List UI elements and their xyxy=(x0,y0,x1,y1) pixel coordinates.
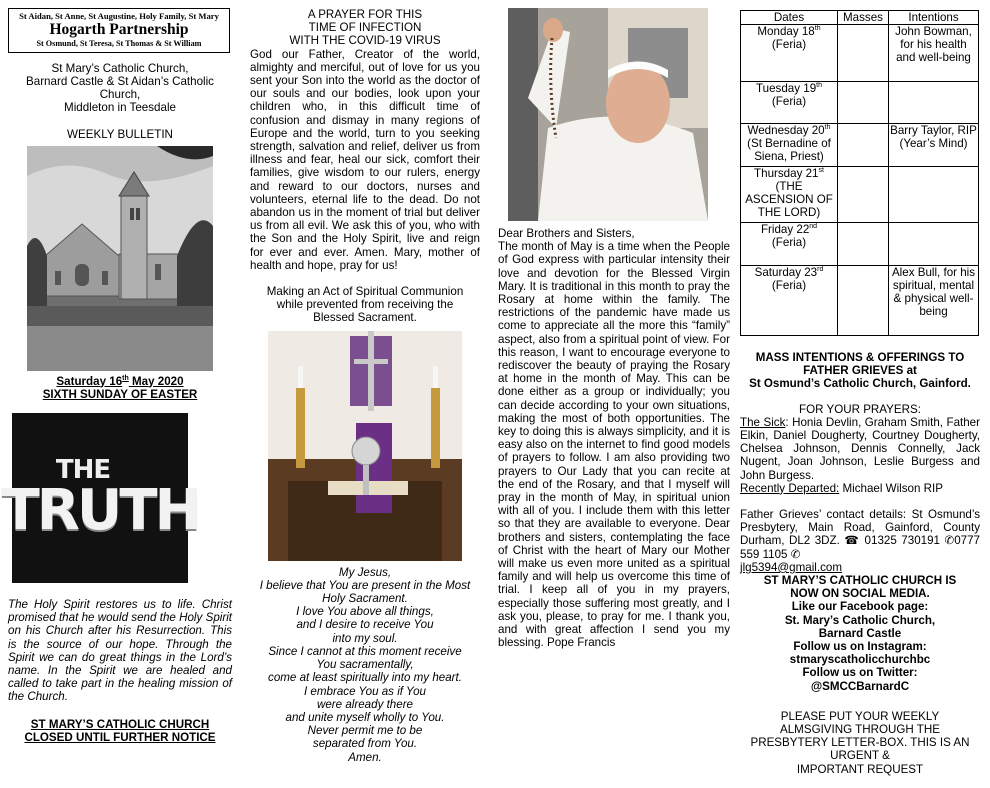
facebook-page[interactable]: Barnard Castle xyxy=(818,626,902,640)
pope-photo xyxy=(508,8,708,221)
bulletin-label: WEEKLY BULLETIN xyxy=(67,128,173,142)
day-text: Thursday 21 xyxy=(754,167,819,180)
day-text: Tuesday 19 xyxy=(756,82,817,95)
letter-greeting: Dear Brothers and Sisters, xyxy=(498,227,635,240)
prayer-title-line: TIME OF INFECTION xyxy=(308,21,422,35)
social-line: Like our Facebook page: xyxy=(791,600,929,614)
request-line: PLEASE PUT YOUR WEEKLY xyxy=(780,709,940,723)
day-suffix: rd xyxy=(817,266,824,274)
closed-notice xyxy=(8,718,232,744)
closed-notice-line: CLOSED UNTIL FURTHER NOTICE xyxy=(24,730,216,744)
column-1 xyxy=(1,0,232,744)
header-intentions: Intentions xyxy=(889,11,979,25)
church-photo xyxy=(27,146,213,371)
request-line: URGENT & xyxy=(830,749,890,763)
intention-cell: Barry Taylor, RIP (Year’s Mind) xyxy=(889,124,979,167)
table-row xyxy=(741,167,979,223)
request-line: IMPORTANT REQUEST xyxy=(796,762,924,776)
almsgiving-request xyxy=(740,710,980,776)
intention-cell: John Bowman, for his health and well-being xyxy=(889,25,979,82)
social-line: Follow us on Twitter: xyxy=(802,666,918,680)
communion-line: were already there xyxy=(316,697,414,711)
mass-cell xyxy=(838,223,889,266)
communion-line: You sacramentally, xyxy=(316,658,414,672)
intention-cell xyxy=(889,223,979,266)
mass-table-header xyxy=(741,11,979,25)
day-suffix: th xyxy=(824,124,831,132)
date-cell xyxy=(741,124,838,167)
column-2 xyxy=(250,0,480,764)
day-text: Saturday 23 xyxy=(754,266,818,279)
date-cell xyxy=(741,223,838,266)
social-media xyxy=(740,574,980,693)
communion-title-line: Blessed Sacrament. xyxy=(313,311,417,325)
social-line: Follow us on Instagram: xyxy=(793,640,927,654)
prayer-title xyxy=(250,8,480,48)
feast-text: (Feria) xyxy=(771,38,807,51)
mass-cell xyxy=(838,25,889,82)
communion-line: I believe that You are present in the Most xyxy=(259,578,471,592)
date-cell xyxy=(741,82,838,124)
table-row xyxy=(741,266,979,336)
header-dates: Dates xyxy=(741,11,838,25)
church-line: Church, xyxy=(99,87,141,101)
day-text: Friday 22 xyxy=(760,223,810,236)
intention-cell xyxy=(889,167,979,223)
sick-label: The Sick xyxy=(740,415,786,429)
contact-email[interactable]: jlg5394@gmail.com xyxy=(740,560,842,574)
communion-line: My Jesus, xyxy=(338,565,392,579)
feast-text: (Feria) xyxy=(771,236,807,249)
partnership-parishes-bottom: St Osmund, St Teresa, St Thomas & St William xyxy=(36,39,202,48)
communion-title-line: while prevented from receiving the xyxy=(276,298,454,312)
partnership-title: Hogarth Partnership xyxy=(49,21,189,38)
social-line: ST MARY’S CATHOLIC CHURCH IS xyxy=(763,574,957,588)
date-cell xyxy=(741,266,838,336)
communion-line: come at least spiritually into my heart. xyxy=(268,671,462,685)
communion-line: Holy Sacrament. xyxy=(322,592,408,606)
communion-line: into my soul. xyxy=(332,631,398,645)
communion-line: I love You above all things, xyxy=(296,605,434,619)
communion-line: Never permit me to be xyxy=(307,724,423,738)
column-4 xyxy=(740,0,980,776)
truth-graphic xyxy=(1,413,199,583)
offerings-line: St Osmund’s Catholic Church, Gainford. xyxy=(749,377,971,391)
date-cell xyxy=(741,167,838,223)
departed-label: Recently Departed: xyxy=(740,481,840,495)
mass-cell xyxy=(838,82,889,124)
intention-cell: Alex Bull, for his spiritual, mental & physical well-being xyxy=(889,266,979,336)
table-row xyxy=(741,124,979,167)
truth-line-2: TRUTH xyxy=(1,477,199,543)
date-text: Saturday 16 xyxy=(56,374,123,388)
day-suffix: th xyxy=(814,25,821,33)
prayers-title: FOR YOUR PRAYERS: xyxy=(799,402,921,416)
church-line: St Mary’s Catholic Church, xyxy=(51,61,189,75)
closed-notice-line: ST MARY’S CATHOLIC CHURCH xyxy=(30,717,210,731)
sunday-title: SIXTH SUNDAY OF EASTER xyxy=(42,387,198,401)
departed-list xyxy=(740,482,980,495)
prayer-body: God our Father, Creator of the world, almighty and merciful, out of love for us you sent your Son into the world as the doctor of our souls and our bodies, look upon your children who, in this difficult time of confusion and dismay in many regions of Europe and the world, turn to you seeking strength, salvation and relief, deliver us from illness and fear, heal our sick, comfort their families, give wisdom to our rulers, energy and reward to our doctors, nurses and volunteers, eternal life to the dead. Do not abandon us in the moment of trial but deliver us from all evil. We ask this of you, who with the Son and the Holy Spirit, live and reign for ever and ever. Amen. Mary, mother of health and hope, pray for us! xyxy=(250,47,480,272)
church-line: Middleton in Teesdale xyxy=(64,101,176,115)
prayer-title-line: A PRAYER FOR THIS xyxy=(307,8,423,21)
offerings-line: FATHER GRIEVES at xyxy=(803,364,917,378)
feast-text: (St Bernadine of Siena, Priest) xyxy=(747,137,831,163)
mass-cell xyxy=(838,124,889,167)
partnership-box xyxy=(8,8,230,53)
sick-names: : Honia Devlin, Graham Smith, Father Elkin, Daniel Dougherty, Courtney Dougherty, Chelsea Johnson, Dennis Connelly, Jack Nugent, Joan Johnson, Leslie Burgess and John Burgess. xyxy=(740,415,980,482)
communion-line: Amen. xyxy=(348,750,382,764)
mass-cell xyxy=(838,266,889,336)
communion-title xyxy=(250,285,480,325)
offerings-notice xyxy=(740,351,980,391)
communion-line: separated from You. xyxy=(312,737,418,751)
day-suffix: th xyxy=(816,82,822,90)
day-text: Monday 18 xyxy=(757,25,815,38)
date-suffix: th xyxy=(122,374,129,382)
social-line: NOW ON SOCIAL MEDIA. xyxy=(790,587,930,601)
table-row xyxy=(741,82,979,124)
church-line: Barnard Castle & St Aidan’s Catholic xyxy=(26,74,214,88)
facebook-page[interactable]: St. Mary’s Catholic Church, xyxy=(784,613,936,627)
communion-line: and unite myself wholly to You. xyxy=(285,710,445,724)
holy-spirit-text: The Holy Spirit restores us to life. Christ promised that he would send the Holy Spirit on his Church after his Resurrection. This is the source of our hope. Through the Spirit we can do great things in the Lord’s name. In the Spirit we are healed and called to take part in the healing mission of the Church. xyxy=(8,597,232,704)
contact-text: Father Grieves’ contact details: St Osmund’s Presbytery, Main Road, Gainford, County Durham, DL2 3DZ. ☎ 01325 730191 ✆0777 559 1105 ✆ xyxy=(740,508,980,561)
feast-text: (Feria) xyxy=(771,279,807,292)
column-3 xyxy=(498,0,730,650)
bulletin-date xyxy=(8,375,232,388)
letter-body: The month of May is a time when the People of God express with particular intensity their love and devotion for the Blessed Virgin Mary. It is traditional in this month to pray the Rosary at home within the family. The restrictions of the pandemic have made us come to appreciate all the more this “family” aspect, also from a spiritual point of view. For this reason, I want to encourage everyone to rediscover the beauty of praying the Rosary at home in the month of May. This can be done either as a group or individually; you can decide according to your own situations, making the most of both opportunities. The key to doing this is always simplicity, and it is easy also on the internet to find good models of prayers to follow. I am also providing two prayers to Our Lady that you can recite at the end of the Rosary, and that I myself will pray in the month of May, in spiritual union with all of you. I include them with this letter so that they are available to everyone. Dear brothers and sisters, contemplating the face of Christ with the heart of Mary our Mother will make us even more united as a spiritual family and will help us overcome this time of trial. I keep all of you in my prayers, especially those suffering most greatly, and I ask you, please, to pray for me. I thank you, and with great affection I send you my blessing. Pope Francis xyxy=(498,240,730,650)
mass-cell xyxy=(838,167,889,223)
sick-list xyxy=(740,416,980,482)
feast-text: (THE ASCENSION OF THE LORD) xyxy=(745,180,833,219)
altar-photo xyxy=(268,331,462,561)
day-text: Wednesday 20 xyxy=(747,124,825,137)
day-suffix: nd xyxy=(809,223,818,231)
communion-line: and I desire to receive You xyxy=(296,618,434,632)
table-row xyxy=(741,25,979,82)
intention-cell xyxy=(889,82,979,124)
communion-prayer xyxy=(250,566,480,764)
twitter-handle[interactable]: @SMCCBarnardC xyxy=(810,679,910,693)
departed-names: Michael Wilson RIP xyxy=(839,481,943,495)
instagram-handle[interactable]: stmaryscatholicchurchbc xyxy=(789,653,931,667)
date-cell xyxy=(741,25,838,82)
communion-title-line: Making an Act of Spiritual Communion xyxy=(266,285,464,299)
day-suffix: st xyxy=(818,167,824,175)
contact-details xyxy=(740,508,980,574)
feast-text: (Feria) xyxy=(771,95,807,108)
truth-line-1: THE xyxy=(55,454,111,485)
prayer-title-line: WITH THE COVID-19 VIRUS xyxy=(289,34,441,48)
offerings-line: MASS INTENTIONS & OFFERINGS TO xyxy=(755,351,965,364)
header-masses: Masses xyxy=(838,11,889,25)
date-text-end: May 2020 xyxy=(128,374,184,388)
partnership-parishes-top: St Aidan, St Anne, St Augustine, Holy Family, St Mary xyxy=(19,11,219,21)
table-row xyxy=(741,223,979,266)
church-names xyxy=(8,62,232,115)
request-line: PRESBYTERY LETTER-BOX. THIS IS AN xyxy=(750,736,970,750)
request-line: ALMSGIVING THROUGH THE xyxy=(780,723,940,737)
communion-line: Since I cannot at this moment receive xyxy=(268,644,462,658)
mass-table xyxy=(740,10,979,336)
communion-line: I embrace You as if You xyxy=(303,684,427,698)
